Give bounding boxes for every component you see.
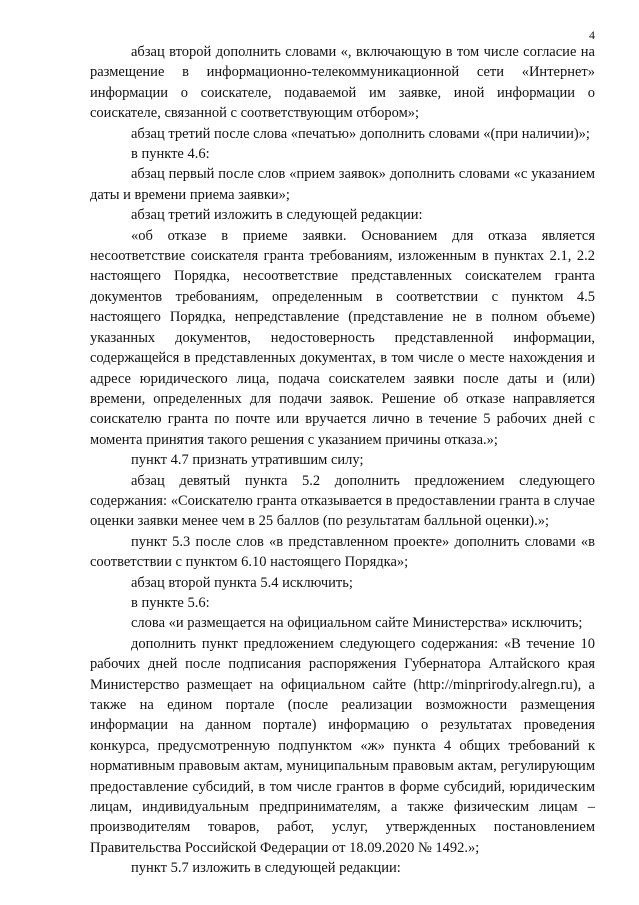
paragraph: абзац второй пункта 5.4 исключить; [131,574,353,591]
paragraph: слова «и размещается на официальном сайте Министерства» исключить; [131,615,583,632]
paragraph: абзац третий изложить в следующей редакции: [131,207,423,224]
paragraph: пункт 5.7 изложить в следующей редакции: [131,860,401,877]
page-number: 4 [589,28,595,42]
paragraph: дополнить пункт предложением следующего содержания: «В течение 10 рабочих дней после подписания распоряжения Губернатора Алтайского края Министерство размещает на официальном сайте (http://minprirody.alregn.ru), а также на едином портале (после реализации возможности размещения информации на данном портале) информацию о результатах проведения конкурса, предусмотренную подпунктом «ж» пункта 4 общих требований к нормативным правовым актам, муниципальным правовым актам, регулирующим предоставление субсидий, в том числе грантов в форме субсидий, юридическим лицам, индивидуальным предпринимателям, а также физическим лицам – производителям товаров, работ, услуг, утвержденных постановлением Правительства Российской Федерации от 18.09.2020 № 1492.»; [90,635,595,856]
paragraph: в пункте 4.6: [131,146,210,163]
paragraph: пункт 5.3 после слов «в представленном проекте» дополнить словами «в соответствии с пунктом 6.10 настоящего Порядка»; [90,533,595,571]
paragraph: «об отказе в приеме заявки. Основанием для отказа является несоответствие соискателя гранта требованиям, изложенным в пунктах 2.1, 2.2 настоящего Порядка, несоответствие представленных соискателем гранта документов требованиям, определенным в соответствии с пунктом 4.5 настоящего Порядка, непредставление (представление не в полном объеме) указанных документов, недостоверность представленной информации, содержащейся в представленных документах, в том числе о месте нахождения и адресе юридического лица, подача соискателем заявки после даты и (или) времени, определенных для подачи заявок. Решение об отказе направляется соискателю гранта по почте или вручается лично в течение 5 рабочих дней с момента принятия такого решения с указанием причины отказа.»; [90,227,595,448]
document-body [90,42,595,879]
paragraph: абзац первый после слов «прием заявок» дополнить словами «с указанием даты и времени приема заявки»; [90,166,595,203]
paragraph: абзац второй дополнить словами «, включающую в том числе согласие на размещение в информационно-телекоммуникационной сети «Интернет» информации о соискателе, подаваемой им заявке, иной информации о соискателе, связанной с соответствующим отбором»; [90,44,595,122]
paragraph: в пункте 5.6: [131,594,210,611]
paragraph: пункт 4.7 признать утратившим силу; [131,452,364,469]
paragraph: абзац девятый пункта 5.2 дополнить предложением следующего содержания: «Соискателю гранта отказывается в предоставлении гранта в случае оценки заявки менее чем в 25 баллов (по результатам балльной оценки).»; [90,472,595,530]
paragraph: абзац третий после слова «печатью» дополнить словами «(при наличии)»; [131,125,590,142]
